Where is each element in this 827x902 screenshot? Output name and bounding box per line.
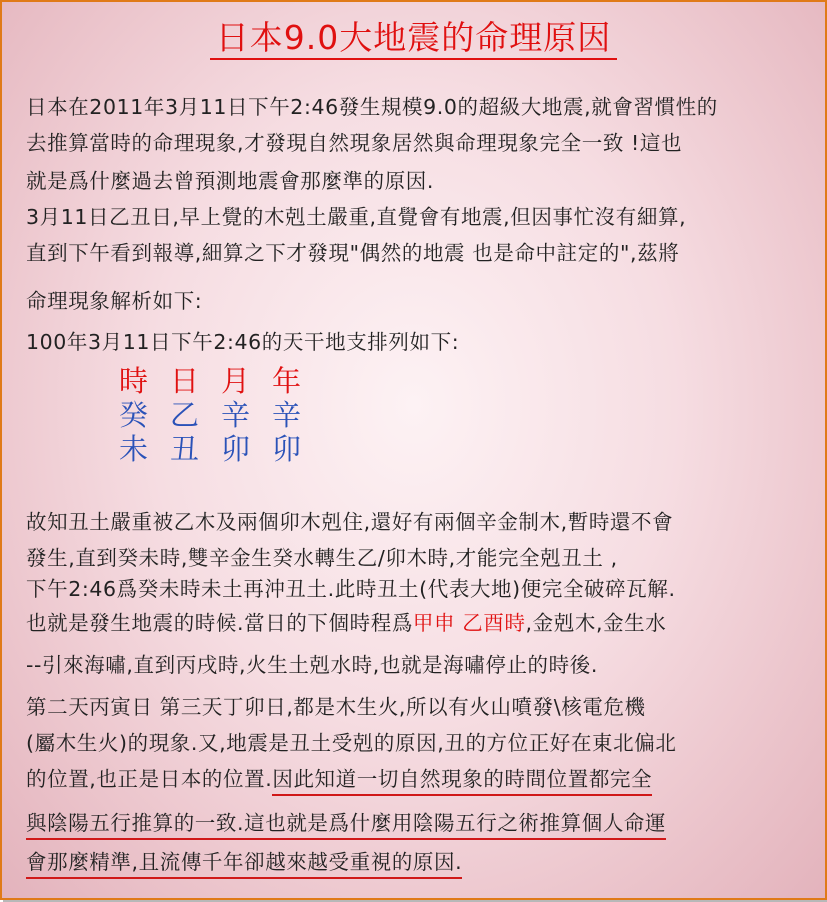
underlined-conclusion: 與陰陽五行推算的一致.這也就是爲什麼用陰陽五行之術推算個人命運 <box>26 811 666 840</box>
paragraph-line <box>26 808 666 838</box>
ganzhi-stem: 癸 <box>119 398 149 432</box>
ganzhi-branch: 卯 <box>272 432 302 466</box>
paragraph-line: --引來海嘯,直到丙戌時,火生土剋水時,也就是海嘯停止的時後. <box>26 653 598 677</box>
paragraph-line: 第二天丙寅日 第三天丁卯日,都是木生火,所以有火山噴發\核電危機 <box>26 695 646 719</box>
paragraph-line: 發生,直到癸未時,雙辛金生癸水轉生乙/卯木時,才能完全剋丑土 , <box>26 546 618 570</box>
text-segment: 的位置,也正是日本的位置. <box>26 767 273 791</box>
paragraph-line <box>26 608 666 638</box>
paragraph-line: 100年3月11日下午2:46的天干地支排列如下: <box>26 330 460 354</box>
ganzhi-header-day: 日 <box>170 364 200 398</box>
paragraph-line: 命理現象解析如下: <box>26 289 203 313</box>
highlight-jiashen-yiyou: 甲申 乙酉時 <box>412 611 526 635</box>
paragraph-line: 直到下午看到報導,細算之下才發現"偶然的地震 也是命中註定的",茲將 <box>26 241 680 265</box>
underlined-conclusion: 因此知道一切自然現象的時間位置都完全 <box>272 767 652 796</box>
text-segment: ,金剋木,金生水 <box>525 611 667 635</box>
ganzhi-stem: 辛 <box>221 398 251 432</box>
ganzhi-header-hour: 時 <box>119 364 149 398</box>
ganzhi-stem-row <box>119 398 323 432</box>
ganzhi-header-row <box>119 364 323 398</box>
paragraph-line <box>26 847 462 877</box>
ganzhi-stem: 辛 <box>272 398 302 432</box>
underlined-conclusion: 會那麼精準,且流傳千年卻越來越受重視的原因. <box>26 850 462 879</box>
ganzhi-header-year: 年 <box>272 364 302 398</box>
paragraph-line: 故知丑土嚴重被乙木及兩個卯木剋住,還好有兩個辛金制木,暫時還不會 <box>26 510 674 534</box>
paragraph-line: (屬木生火)的現象.又,地震是丑土受剋的原因,丑的方位正好在東北偏北 <box>26 731 677 755</box>
ganzhi-branch: 卯 <box>221 432 251 466</box>
ganzhi-header-month: 月 <box>221 364 251 398</box>
paragraph-line: 就是爲什麼過去曾預測地震會那麼準的原因. <box>26 169 435 193</box>
ganzhi-branch: 未 <box>119 432 149 466</box>
ganzhi-branch: 丑 <box>170 432 200 466</box>
paragraph-line: 日本在2011年3月11日下午2:46發生規模9.0的超級大地震,就會習慣性的 <box>26 95 718 119</box>
ganzhi-stem: 乙 <box>170 398 200 432</box>
article-title: 日本9.0大地震的命理原因 <box>2 18 825 60</box>
paragraph-line: 去推算當時的命理現象,才發現自然現象居然與命理現象完全一致 !這也 <box>26 131 683 155</box>
paragraph-line <box>26 764 652 794</box>
paragraph-line: 3月11日乙丑日,早上覺的木剋土嚴重,直覺會有地震,但因事忙沒有細算, <box>26 205 687 229</box>
ganzhi-branch-row <box>119 432 323 466</box>
paragraph-line: 下午2:46爲癸未時未土再沖丑土.此時丑土(代表大地)便完全破碎瓦解. <box>26 577 676 601</box>
text-segment: 也就是發生地震的時候.當日的下個時程爲 <box>26 611 413 635</box>
